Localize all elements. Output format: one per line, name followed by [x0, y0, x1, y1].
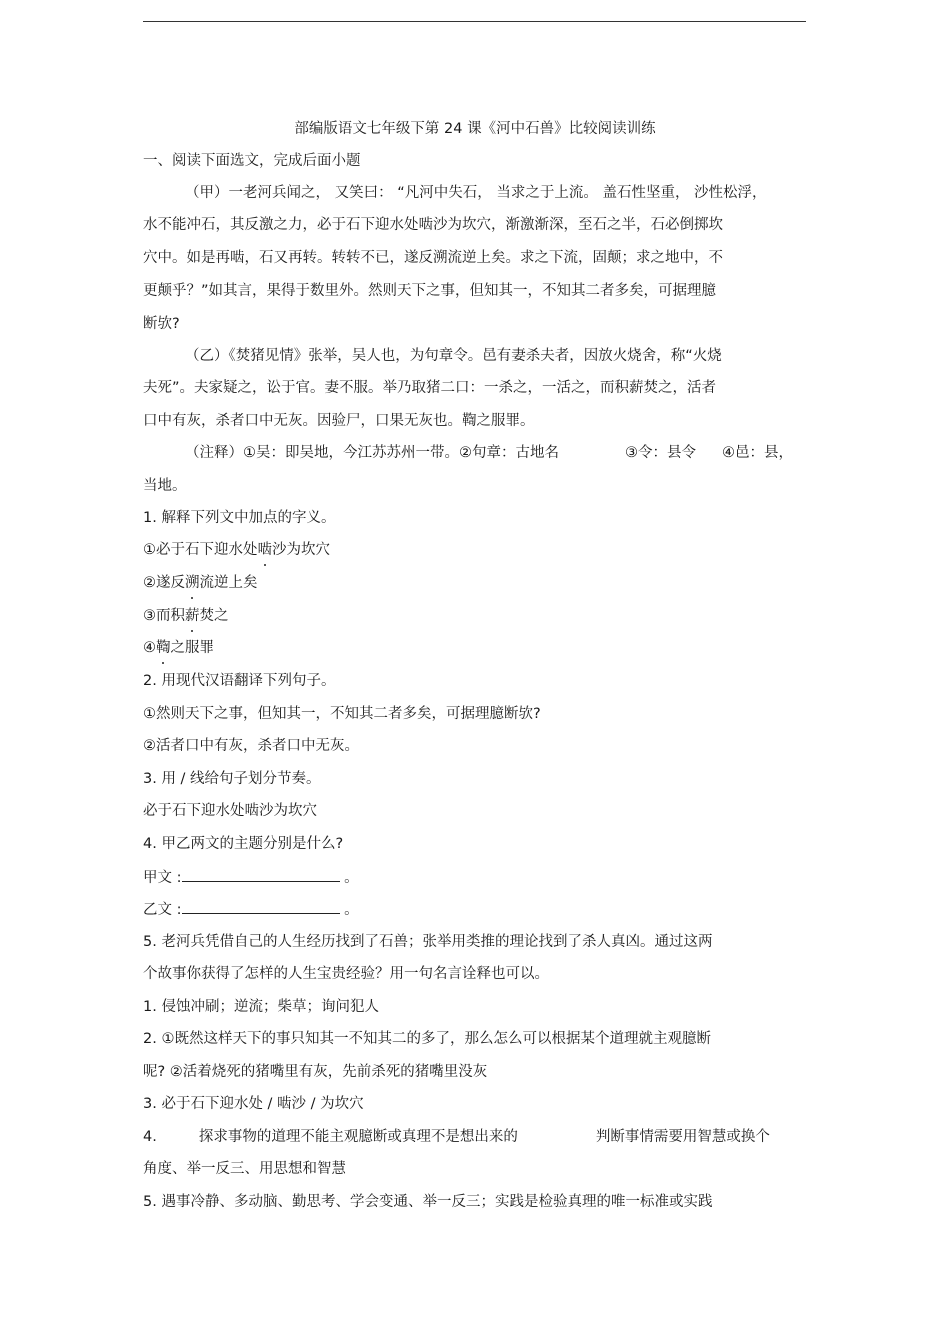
item-suffix: 之服罪 — [170, 640, 214, 656]
passage-a-line-5: 断欤? — [143, 316, 180, 332]
question-3-sentence: 必于石下迎水处啮沙为坎穴 — [143, 803, 317, 819]
question-4-answer-a — [143, 867, 359, 888]
item-prefix: ③而积 — [143, 608, 185, 624]
dotted-character: 薪 — [185, 608, 200, 624]
item-prefix: ①必于石下迎水处 — [143, 542, 258, 558]
passage-a-line-2: 水不能冲石，其反激之力，必于石下迎水处啮沙为坎穴，渐激渐深，至石之半，石必倒掷坎 — [143, 217, 723, 233]
answer-4-part-2: 判断事情需要用智慧或换个 — [595, 1129, 770, 1145]
item-prefix: ④ — [143, 640, 156, 656]
answer-1: 1. 侵蚀冲刷；逆流；柴草；询问犯人 — [143, 999, 379, 1015]
dotted-character: 溯 — [185, 575, 200, 591]
answer-4-line-2: 角度、举一反三、用思想和智慧 — [143, 1161, 346, 1177]
question-5-line-1: 5. 老河兵凭借自己的人生经历找到了石兽；张举用类推的理论找到了杀人真凶。通过这两 — [143, 934, 713, 950]
question-5-line-2: 个故事你获得了怎样的人生宝贵经验？用一句名言诠释也可以。 — [143, 966, 549, 982]
question-4-answer-b — [143, 899, 359, 920]
passage-b-line-1: （乙）《焚猪见情》张举，吴人也，为句章令。邑有妻杀夫者，因放火烧舍，称“火烧 — [185, 348, 722, 364]
header-rule — [143, 21, 806, 22]
answer-number: 4. — [143, 1129, 157, 1145]
dotted-character: 啮 — [257, 542, 272, 558]
question-1-item-3 — [143, 606, 229, 626]
passage-a-line-4: 更颠乎？”如其言，果得于数里外。然则天下之事，但知其一，不知其二者多矣，可据理臆 — [143, 283, 717, 299]
page-title: 部编版语文七年级下第 24 课《河中石兽》比较阅读训练 — [294, 121, 656, 137]
question-4-prompt: 4. 甲乙两文的主题分别是什么? — [143, 836, 344, 852]
item-suffix: 流逆上矣 — [199, 575, 258, 591]
notes-part-2: ③令：县令 — [625, 445, 696, 461]
question-3-prompt: 3. 用 / 线给句子划分节奏。 — [143, 771, 321, 787]
question-2-item-2: ②活者口中有灰，杀者口中无灰。 — [143, 738, 359, 754]
answer-3: 3. 必于石下迎水处 / 啮沙 / 为坎穴 — [143, 1096, 364, 1112]
question-2-item-1: ①然则天下之事，但知其一，不知其二者多矣，可据理臆断欤? — [143, 706, 541, 722]
notes-line-2: 当地。 — [143, 478, 187, 494]
answer-label: 甲文 : — [143, 870, 182, 886]
notes-part-3: ④邑：县， — [722, 445, 793, 461]
period: 。 — [344, 870, 359, 886]
question-1-item-1 — [143, 540, 330, 560]
item-suffix: 沙为坎穴 — [272, 542, 330, 558]
answer-2-line-2: 呢? ②活着烧死的猪嘴里有灰，先前杀死的猪嘴里没灰 — [143, 1064, 488, 1080]
item-prefix: ②遂反 — [143, 575, 185, 591]
passage-b-line-3: 口中有灰，杀者口中无灰。因验尸，口果无灰也。鞫之服罪。 — [143, 413, 535, 429]
question-1-item-4 — [143, 638, 214, 658]
answer-5: 5. 遇事冷静、多动脑、勤思考、学会变通、举一反三；实践是检验真理的唯一标准或实践 — [143, 1194, 713, 1210]
passage-b-line-2: 夫死”。夫家疑之，讼于官。妻不服。举乃取猪二口：一杀之，一活之，而积薪焚之，活者 — [143, 380, 717, 396]
question-2-prompt: 2. 用现代汉语翻译下列句子。 — [143, 673, 336, 689]
passage-a-line-1: （甲）一老河兵闻之， 又笑曰： “凡河中失石， 当求之于上流。 盖石性坚重， 沙性松浮， — [185, 185, 767, 201]
notes-part-1: （注释）①吴：即吴地，今江苏苏州一带。②句章：古地名 — [185, 445, 559, 461]
notes-line-1 — [185, 443, 793, 463]
dotted-character: 鞫 — [156, 640, 171, 656]
answer-4-line-1 — [143, 1127, 770, 1147]
answer-label: 乙文 : — [143, 902, 182, 918]
answer-2-line-1: 2. ①既然这样天下的事只知其一不知其二的多了，那么怎么可以根据某个道理就主观臆断 — [143, 1031, 711, 1047]
answer-blank[interactable] — [182, 867, 340, 882]
passage-a-line-3: 穴中。如是再啮，石又再转。转转不已，遂反溯流逆上矣。求之下流，固颠；求之地中，不 — [143, 250, 723, 266]
question-1-prompt: 1. 解释下列文中加点的字义。 — [143, 510, 336, 526]
item-suffix: 焚之 — [199, 608, 229, 624]
answer-blank[interactable] — [182, 899, 340, 914]
section-heading: 一、阅读下面选文，完成后面小题 — [143, 153, 361, 169]
period: 。 — [344, 902, 359, 918]
answer-4-part-1: 探求事物的道理不能主观臆断或真理不是想出来的 — [198, 1129, 518, 1145]
question-1-item-2 — [143, 573, 258, 593]
